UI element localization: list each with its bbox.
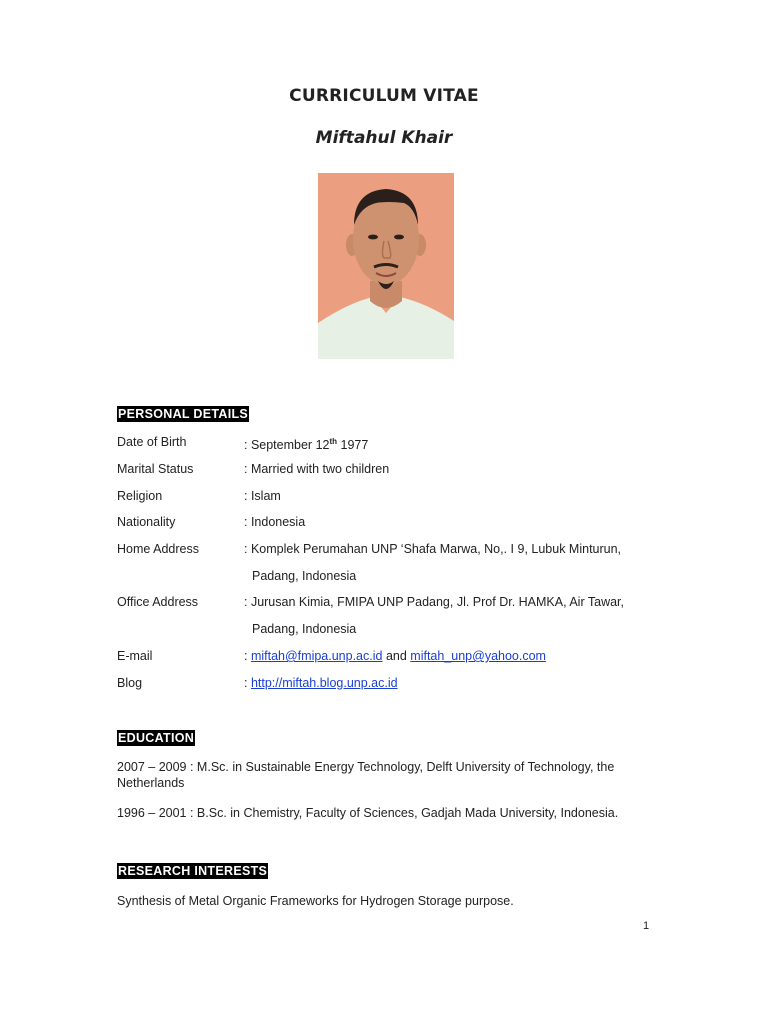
email-label: E-mail — [117, 649, 153, 663]
office-address-value: : Jurusan Kimia, FMIPA UNP Padang, Jl. Prof Dr. HAMKA, Air Tawar, — [244, 595, 624, 609]
profile-photo — [318, 173, 454, 359]
person-name: Miftahul Khair — [315, 128, 453, 148]
email-value: : miftah@fmipa.unp.ac.id and miftah_unp@yahoo.com — [244, 649, 546, 663]
home-address-label: Home Address — [117, 542, 199, 556]
education-heading: EDUCATION — [118, 731, 195, 745]
personal-details-heading: PERSONAL DETAILS — [118, 407, 249, 421]
email-link-secondary[interactable]: miftah_unp@yahoo.com — [410, 649, 546, 663]
email-link-primary[interactable]: miftah@fmipa.unp.ac.id — [250, 649, 383, 663]
office-address-continuation: Padang, Indonesia — [252, 622, 357, 636]
document-title: CURRICULUM VITAE — [289, 86, 479, 106]
religion-label: Religion — [117, 489, 163, 503]
education-item: 1996 – 2001 : B.Sc. in Chemistry, Faculty of Sciences, Gadjah Mada University, Indonesia. — [117, 806, 619, 820]
nationality-value: : Indonesia — [244, 515, 306, 529]
page-number: 1 — [643, 920, 650, 932]
dob-label: Date of Birth — [117, 435, 187, 449]
dob-value: : September 12th 1977 — [244, 437, 369, 452]
research-interests-heading: RESEARCH INTERESTS — [118, 864, 268, 878]
religion-value: : Islam — [244, 489, 281, 503]
research-interests-text: Synthesis of Metal Organic Frameworks for Hydrogen Storage purpose. — [117, 894, 514, 908]
blog-label: Blog — [117, 676, 143, 690]
blog-link[interactable]: http://miftah.blog.unp.ac.id — [250, 676, 398, 690]
marital-value: : Married with two children — [244, 462, 390, 476]
office-address-label: Office Address — [117, 595, 199, 609]
home-address-continuation: Padang, Indonesia — [252, 569, 357, 583]
blog-value: : http://miftah.blog.unp.ac.id — [244, 676, 398, 690]
nationality-label: Nationality — [117, 515, 176, 529]
education-item: 2007 – 2009 : M.Sc. in Sustainable Energy Technology, Delft University of Technology, the Netherlands — [117, 760, 615, 790]
home-address-value: : Komplek Perumahan UNP ‘Shafa Marwa, No,. I 9, Lubuk Minturun, — [244, 542, 622, 556]
marital-label: Marital Status — [117, 462, 194, 476]
